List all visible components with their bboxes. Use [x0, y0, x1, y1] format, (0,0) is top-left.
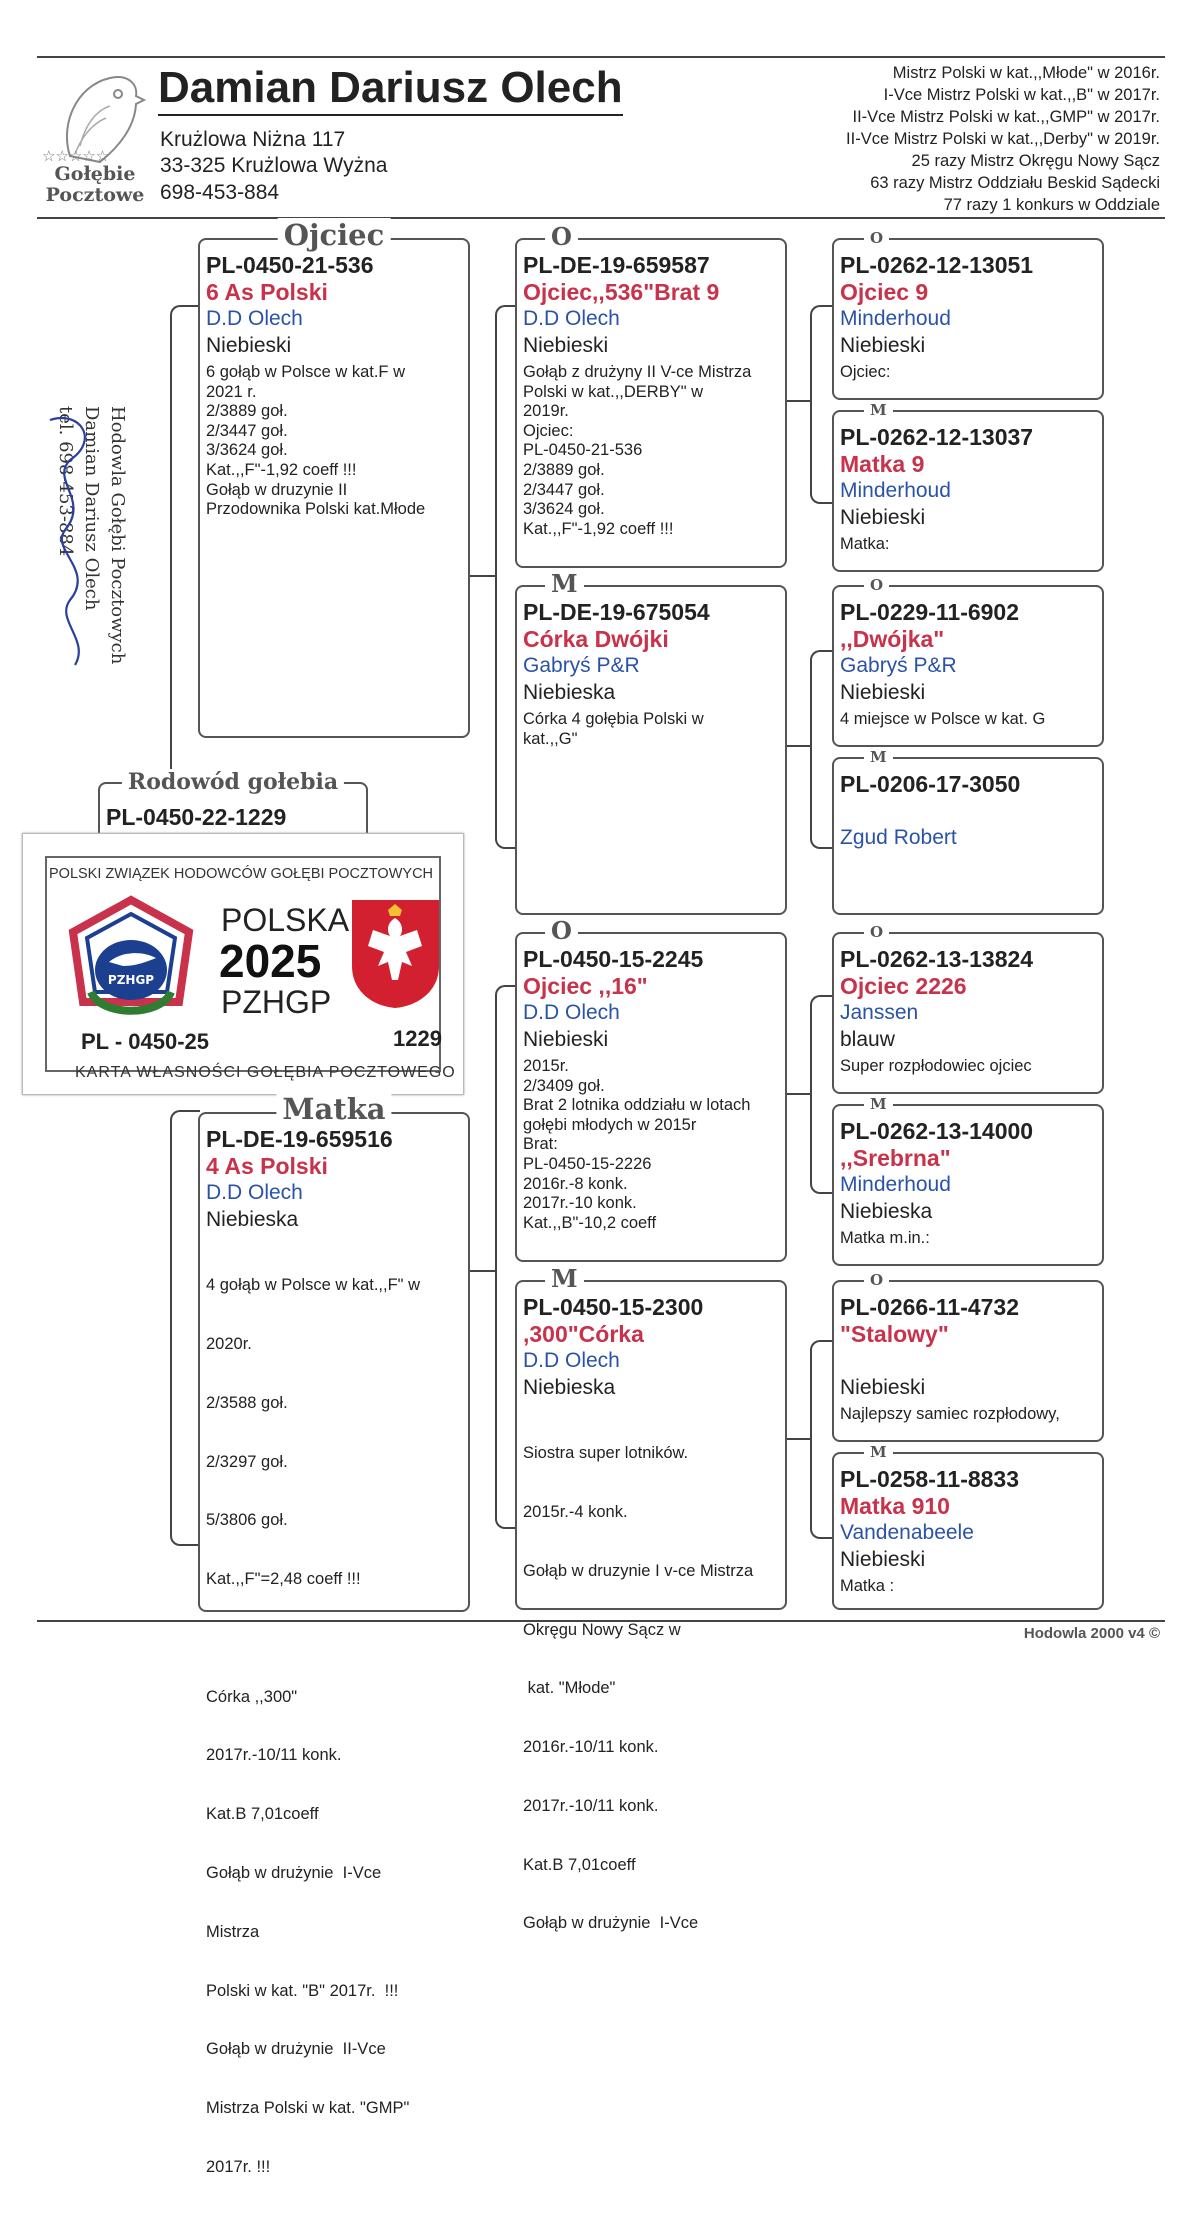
ggp-breeder: Gabryś P&R	[840, 654, 957, 677]
father-name: 6 As Polski	[206, 279, 328, 305]
gp-ff-breeder: D.D Olech	[523, 307, 620, 330]
father-breeder: D.D Olech	[206, 307, 303, 330]
gp-mm-color: Niebieska	[523, 1376, 616, 1399]
achievement: 77 razy 1 konkurs w Oddziale	[943, 196, 1160, 214]
ggp-name: ,,Dwójka"	[840, 626, 945, 652]
note-line: Mistrza	[206, 1922, 260, 1941]
gp-ff-notes	[523, 363, 779, 539]
father-color: Niebieski	[206, 334, 292, 357]
achievement: II-Vce Mistrz Polski w kat.,,GMP" w 2017r.	[852, 108, 1160, 126]
gp-fm-breeder: Gabryś P&R	[523, 654, 640, 677]
logo-stars: ☆☆☆☆☆	[42, 147, 110, 165]
achievement: II-Vce Mistrz Polski w kat.,,Derby" w 2019r.	[846, 130, 1160, 148]
ggp-ring: PL-0229-11-6902	[840, 599, 1020, 625]
ggp-ring: PL-0262-12-13051	[840, 252, 1034, 278]
ggp-breeder: Janssen	[840, 1001, 919, 1024]
card-ring-no: 1229	[393, 1026, 442, 1051]
card-country: POLSKA	[221, 902, 350, 938]
card-abbr: PZHGP	[221, 984, 332, 1020]
breeder-name: Damian Dariusz Olech	[158, 62, 623, 116]
ggp-note: 4 miejsce w Polsce w kat. G	[840, 710, 1046, 728]
subject-section-title: Rodowód gołebia	[122, 769, 344, 795]
phone: 698-453-884	[160, 181, 280, 204]
note-line: 3/3624 goł.	[206, 441, 288, 460]
gp-mf-notes	[523, 1057, 779, 1233]
note-line: 4 gołąb w Polsce w kat.,,F" w	[206, 1276, 421, 1295]
note-line: 2016r.-8 konk.	[523, 1174, 628, 1193]
note-line: 2/3889 goł.	[523, 460, 605, 479]
note-line: PL-0450-15-2226	[523, 1154, 652, 1173]
pzhgp-emblem	[61, 892, 201, 1022]
ggp-label: M	[864, 1095, 893, 1113]
father-ring: PL-0450-21-536	[206, 252, 374, 278]
ownership-card	[22, 833, 464, 1095]
subject-ring: PL-0450-22-1229	[106, 804, 287, 830]
ggp-ring: PL-0262-12-13037	[840, 424, 1034, 450]
card-caption: KARTA WŁASNOŚCI GOŁĘBIA POCZTOWEGO	[75, 1064, 456, 1081]
stamp-line2: Damian Dariusz Olech	[81, 406, 102, 611]
note-line: kat.,,G"	[523, 729, 578, 748]
ggp-box	[832, 229, 1104, 400]
gp-mm-label: M	[545, 1264, 584, 1293]
note-line: gołębi młodych w 2015r	[523, 1115, 697, 1134]
note-line: Córka ,,300"	[206, 1687, 298, 1706]
achievement: Mistrz Polski w kat.,,Młode" w 2016r.	[892, 64, 1160, 82]
gp-fm-notes	[523, 710, 779, 749]
ggp-box	[832, 1443, 1104, 1610]
mother-color: Niebieska	[206, 1208, 299, 1231]
father-title: Ojciec	[278, 218, 391, 252]
software-credit: Hodowla 2000 v4 ©	[1023, 1625, 1160, 1642]
ggp-name: Ojciec 2226	[840, 973, 967, 999]
note-line: 2017r.-10/11 konk.	[523, 1796, 659, 1815]
ggp-name	[840, 798, 1096, 825]
gp-mother-mother-box	[515, 1264, 787, 1933]
gp-ff-name: Ojciec,,536"Brat 9	[523, 279, 720, 305]
ggp-breeder: Zgud Robert	[840, 826, 957, 849]
note-line: 2017r. !!!	[206, 2157, 271, 2176]
note-line: Gołąb w druzynie II	[206, 480, 348, 499]
note-line: Okręgu Nowy Sącz w	[523, 1620, 681, 1639]
mother-box	[198, 1092, 470, 2176]
note-line: 2/3447 goł.	[523, 480, 605, 499]
ggp-breeder	[840, 1348, 1096, 1374]
gp-father-father-box	[515, 222, 787, 568]
ggp-name: ,,Srebrna"	[840, 1145, 951, 1171]
ggp-ring: PL-0258-11-8833	[840, 1466, 1020, 1492]
ggp-name: Ojciec 9	[840, 279, 929, 305]
ggp-name: Matka 910	[840, 1493, 950, 1519]
note-line: Kat.,,F"-1,92 coeff !!!	[206, 460, 357, 479]
ggp-label: O	[864, 923, 889, 941]
gp-mf-ring: PL-0450-15-2245	[523, 946, 704, 972]
ggp-ring: PL-0266-11-4732	[840, 1294, 1020, 1320]
address-line2: 33-325 Krużlowa Wyżna	[160, 154, 388, 177]
gp-fm-color: Niebieska	[523, 681, 616, 704]
top-rule	[37, 56, 1165, 58]
ggp-note: Matka :	[840, 1577, 895, 1595]
ggp-color: Niebieska	[840, 1200, 933, 1223]
ggp-color: blauw	[840, 1028, 895, 1051]
note-line: 3/3624 goł.	[523, 500, 605, 519]
note-line: Kat.,,F"=2,48 coeff !!!	[206, 1570, 361, 1589]
mother-ring: PL-DE-19-659516	[206, 1126, 393, 1152]
ggp-label: O	[864, 576, 889, 594]
note-line	[206, 1629, 462, 1649]
ggp-color: Niebieski	[840, 1548, 926, 1571]
note-line: 5/3806 goł.	[206, 1511, 288, 1530]
gp-fm-name: Córka Dwójki	[523, 626, 669, 652]
tree-stub-gp1	[785, 400, 812, 402]
ggp-color: Niebieski	[840, 681, 926, 704]
mother-notes	[206, 1237, 462, 2217]
note-line: Kat.B 7,01coeff	[523, 1855, 636, 1874]
ggp-breeder: Vandenabeele	[840, 1521, 974, 1544]
ggp-ring: PL-0262-13-13824	[840, 946, 1034, 972]
gp-mother-father-box	[515, 916, 787, 1262]
gp-father-mother-box	[515, 569, 787, 915]
gp-ff-ring: PL-DE-19-659587	[523, 252, 710, 278]
gp-mm-notes	[523, 1405, 779, 1973]
header-rule	[37, 217, 1165, 219]
ggp-box	[832, 1271, 1104, 1442]
note-line: 2/3409 goł.	[523, 1076, 605, 1095]
gp-mm-name: ,300"Córka	[523, 1321, 644, 1347]
card-org: POLSKI ZWIĄZEK HODOWCÓW GOŁĘBI POCZTOWYCH	[49, 866, 434, 882]
polish-eagle-shield	[348, 896, 443, 1011]
note-line: 2/3889 goł.	[206, 402, 288, 421]
note-line: Gołąb w druzynie I v-ce Mistrza	[523, 1561, 754, 1580]
note-line: Ojciec:	[523, 421, 574, 440]
gp-mf-color: Niebieski	[523, 1028, 609, 1051]
ggp-breeder: Minderhoud	[840, 479, 951, 502]
gp-mf-breeder: D.D Olech	[523, 1001, 620, 1024]
ggp-label: O	[864, 1271, 889, 1289]
note-line: Przodownika Polski kat.Młode	[206, 500, 426, 519]
note-line: 2/3297 goł.	[206, 1452, 288, 1471]
gp-mm-breeder: D.D Olech	[523, 1349, 620, 1372]
tree-stub-father	[470, 575, 497, 577]
note-line: Mistrza Polski w kat. "GMP"	[206, 2099, 410, 2118]
achievements-list	[740, 62, 1160, 216]
note-line: Gołąb z drużyny II V-ce Mistrza	[523, 363, 752, 381]
ggp-color: Niebieski	[840, 334, 926, 357]
note-line: Gołąb w drużynie II-Vce	[206, 2040, 386, 2059]
tree-stub-gp3	[785, 1093, 812, 1095]
gp-mf-label: O	[545, 916, 578, 945]
gp-mm-ring: PL-0450-15-2300	[523, 1294, 704, 1320]
note-line: 2/3588 goł.	[206, 1393, 288, 1412]
ggp-note: Najlepszy samiec rozpłodowy,	[840, 1405, 1060, 1423]
mother-breeder: D.D Olech	[206, 1181, 303, 1204]
ggp-box	[832, 576, 1104, 747]
note-line: 2017r.-10/11 konk.	[206, 1746, 342, 1765]
note-line: 6 gołąb w Polsce w kat.F w	[206, 363, 405, 381]
ggp-color: Niebieski	[840, 1376, 926, 1399]
ggp-ring: PL-0262-13-14000	[840, 1118, 1034, 1144]
ggp-label: M	[864, 401, 893, 419]
note-line: 2015r.	[523, 1057, 569, 1075]
gp-fm-label: M	[545, 569, 584, 598]
ggp-label: M	[864, 748, 893, 766]
logo-caption	[40, 164, 150, 206]
ggp-note: Super rozpłodowiec ojciec	[840, 1057, 1032, 1075]
ggp-name: "Stalowy"	[840, 1321, 949, 1347]
card-year: 2025	[219, 935, 322, 987]
note-line: Siostra super lotników.	[523, 1444, 689, 1463]
note-line: kat. "Młode"	[523, 1679, 616, 1698]
note-line: 2019r.	[523, 402, 569, 421]
ggp-label: O	[864, 229, 889, 247]
address-line1: Krużlowa Niżna 117	[160, 128, 346, 151]
ggp-box	[832, 923, 1104, 1094]
ggp-name: Matka 9	[840, 451, 925, 477]
father-notes	[206, 363, 462, 520]
tree-stub-gp2	[785, 745, 812, 747]
note-line: PL-0450-21-536	[523, 441, 643, 460]
stamp-line1: Hodowla Gołębi Pocztowych	[107, 406, 128, 665]
tree-stub-gp4	[785, 1438, 812, 1440]
ggp-box	[832, 748, 1104, 915]
mother-title: Matka	[276, 1092, 391, 1126]
note-line: 2/3447 goł.	[206, 421, 288, 440]
tree-stub-mother	[470, 1270, 497, 1272]
note-line: Kat.,,B"-10,2 coeff	[523, 1213, 657, 1232]
tree-line-subject-father	[170, 305, 200, 819]
note-line: Córka 4 gołębia Polski w	[523, 710, 704, 728]
tree-line-subject-mother	[170, 1110, 200, 1546]
ggp-breeder: Minderhoud	[840, 1173, 951, 1196]
mother-name: 4 As Polski	[206, 1153, 328, 1179]
note-line: Kat.,,F"-1,92 coeff !!!	[523, 519, 674, 538]
ggp-ring: PL-0206-17-3050	[840, 771, 1021, 797]
achievement: 25 razy Mistrz Okręgu Nowy Sącz	[911, 152, 1160, 170]
stamp-line3: tel. 698-453-884	[55, 406, 76, 557]
note-line: Polski w kat.,,DERBY" w	[523, 382, 704, 401]
ggp-box	[832, 401, 1104, 572]
gp-mf-name: Ojciec ,,16"	[523, 973, 648, 999]
gp-ff-label: O	[545, 222, 578, 251]
note-line: 2017r.-10 konk.	[523, 1194, 637, 1213]
ggp-breeder: Minderhoud	[840, 307, 951, 330]
gp-ff-color: Niebieski	[523, 334, 609, 357]
gp-fm-ring: PL-DE-19-675054	[523, 599, 710, 625]
signature-stamp	[20, 400, 128, 680]
achievement: I-Vce Mistrz Polski w kat.,,B" w 2017r.	[883, 86, 1160, 104]
ggp-note: Matka m.in.:	[840, 1229, 930, 1247]
note-line: 2015r.-4 konk.	[523, 1502, 628, 1521]
ggp-note: Ojciec:	[840, 363, 891, 381]
note-line: 2016r.-10/11 konk.	[523, 1738, 659, 1757]
note-line: Kat.B 7,01coeff	[206, 1805, 319, 1824]
note-line: Brat:	[523, 1135, 558, 1154]
ggp-box	[832, 1095, 1104, 1266]
note-line: Gołąb w drużynie I-Vce	[523, 1914, 699, 1933]
card-ring-prefix: PL - 0450-25	[81, 1029, 210, 1054]
father-box	[198, 218, 470, 738]
note-line: Brat 2 lotnika oddziału w lotach	[523, 1096, 751, 1115]
note-line: Gołąb w drużynie I-Vce	[206, 1864, 382, 1882]
note-line: 2021 r.	[206, 382, 257, 401]
note-line: Polski w kat. "B" 2017r. !!!	[206, 1981, 399, 2000]
logo-line2: Pocztowe	[45, 184, 145, 206]
note-line: 2020r.	[206, 1334, 252, 1353]
ggp-label: M	[864, 1443, 893, 1461]
ggp-color: Niebieski	[840, 506, 926, 529]
achievement: 63 razy Mistrz Oddziału Beskid Sądecki	[870, 174, 1160, 192]
logo-line1: Gołębie	[54, 163, 136, 185]
ggp-note: Matka:	[840, 535, 890, 553]
emblem-label: PZHGP	[107, 973, 155, 987]
